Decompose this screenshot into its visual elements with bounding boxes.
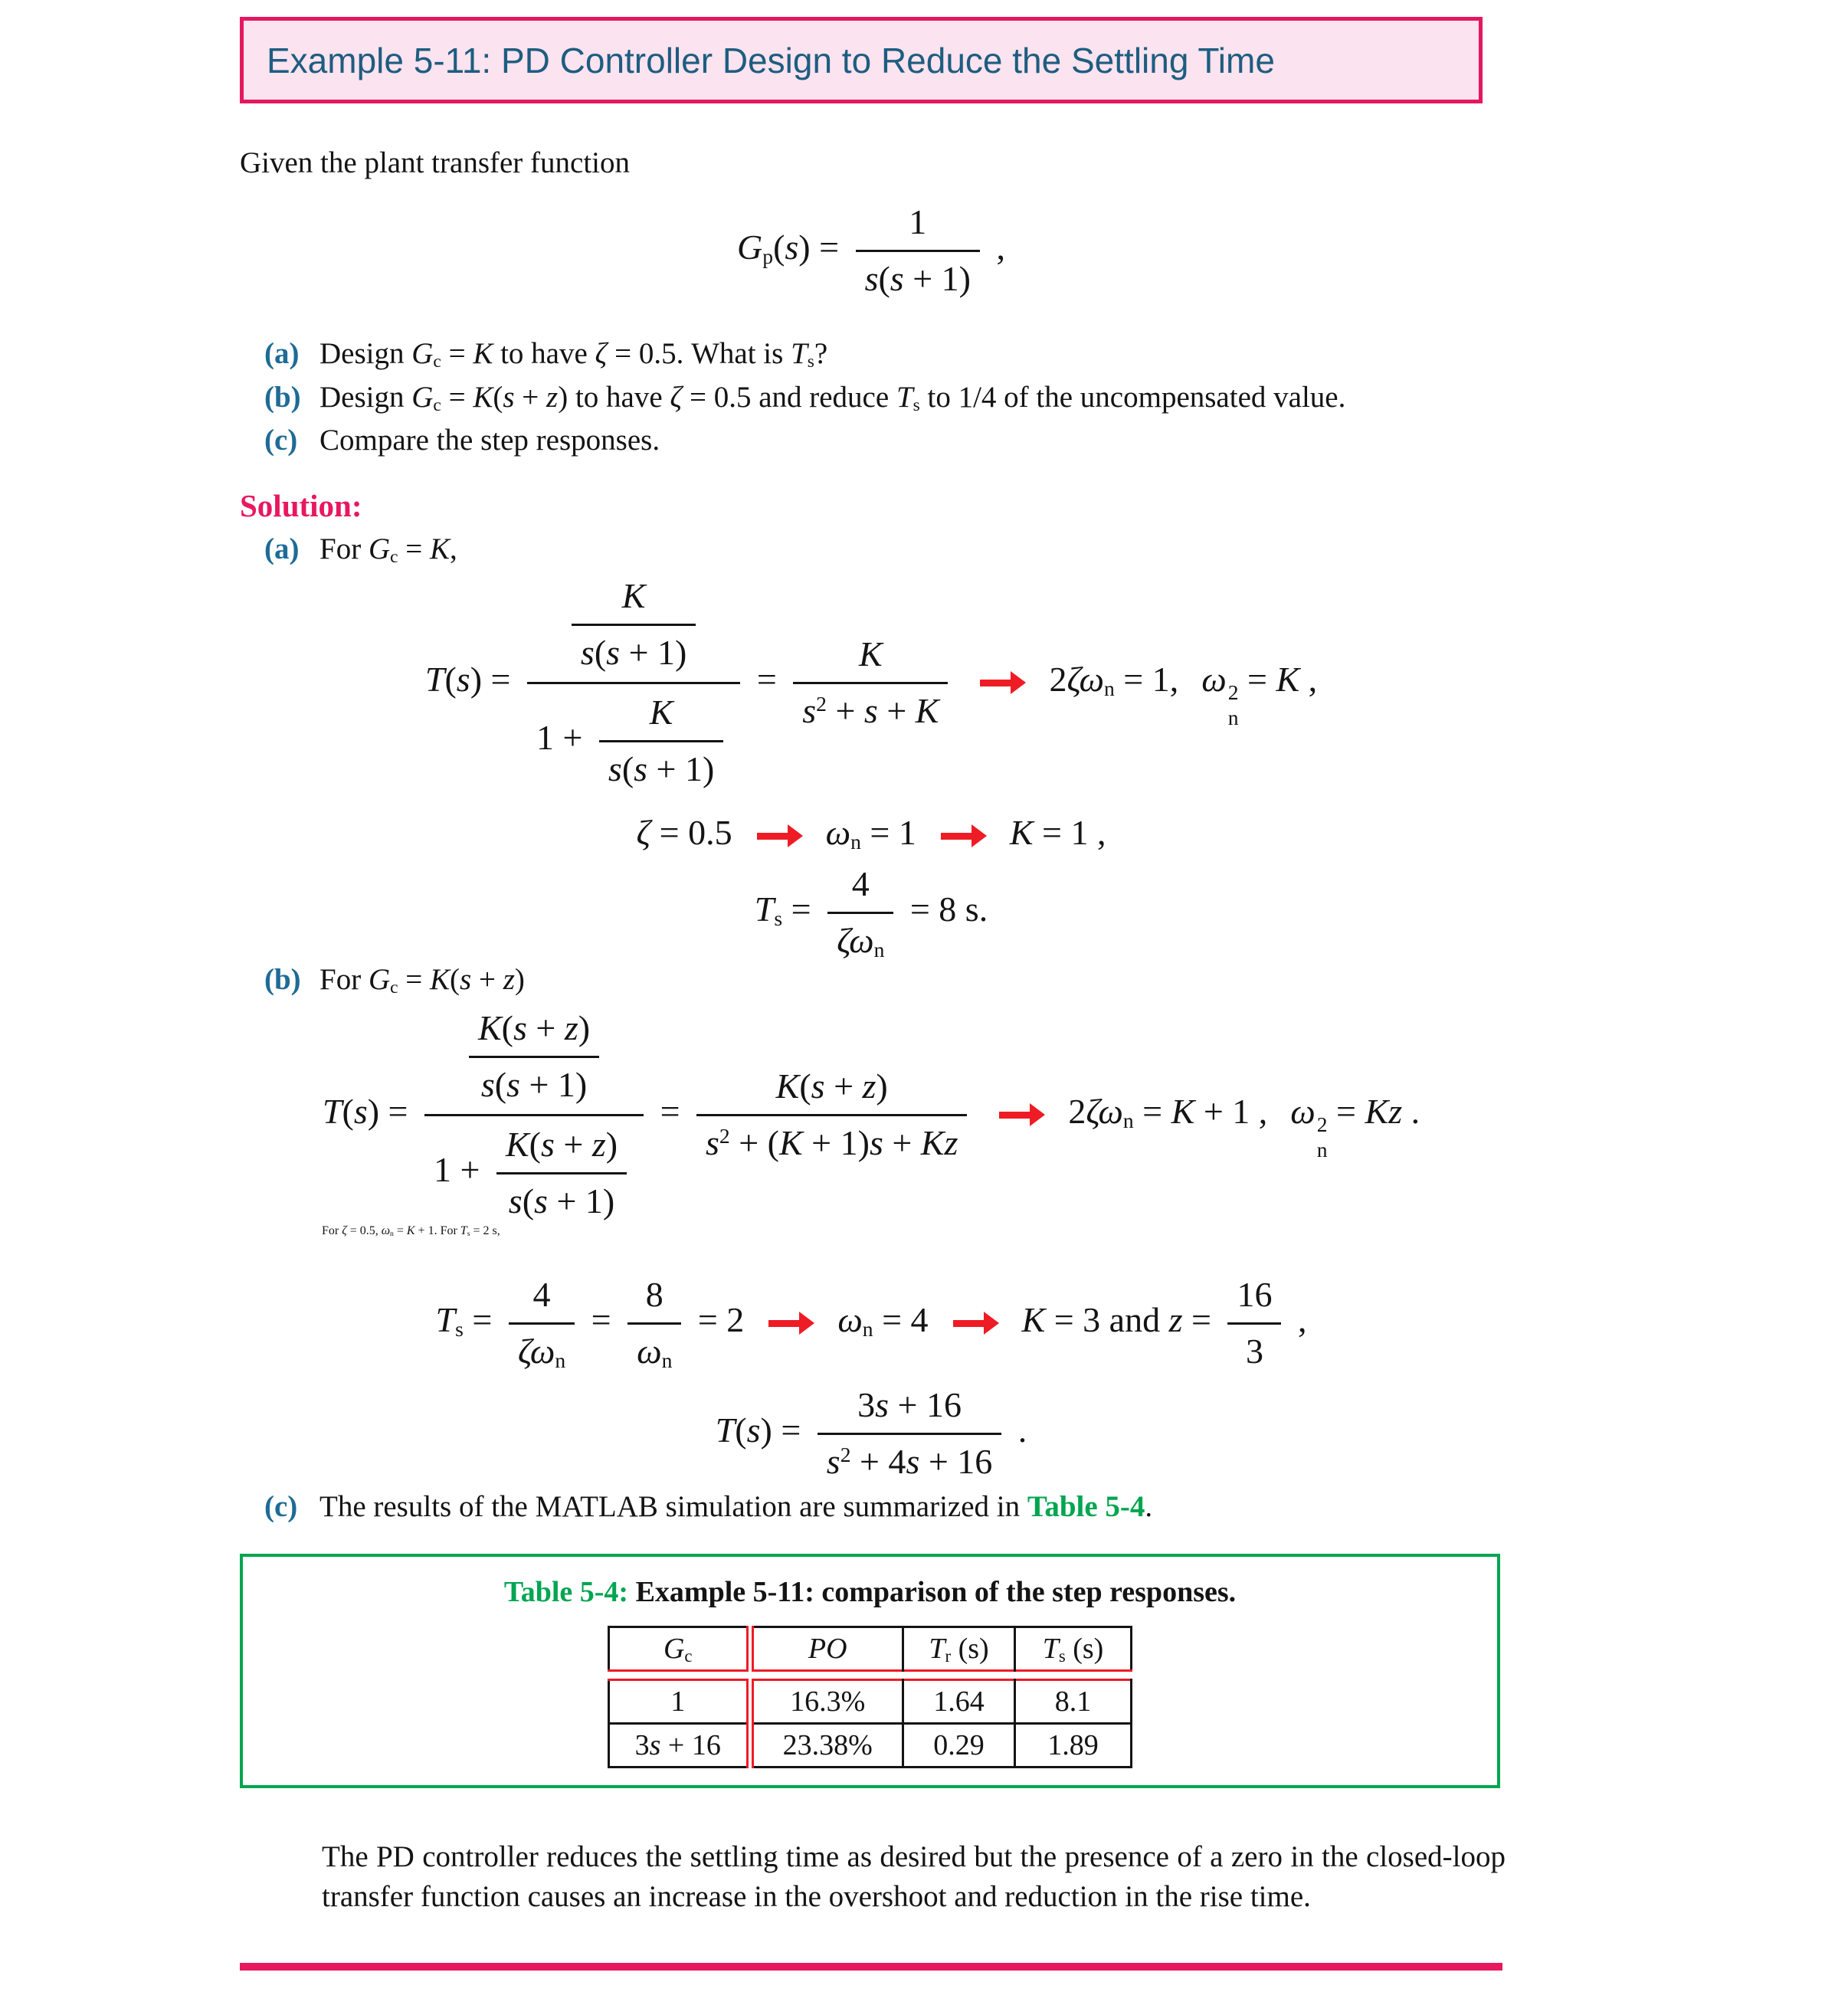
table-caption-label: Table 5-4: xyxy=(503,1576,629,1608)
equation-closed-loop-b: T(s) = $\frac{K(s + z)}{s(s + 1)}$ 1 + $\frac{K(s + z)}{s(s + 1)}$ = $\frac{K(s + z)}{s^2 + (K + 1)s + Kz}$ $2\zeta\omega_n = K + 1$ , ω 2 n = Kz . xyxy=(240,1005,1502,1225)
solution-label-c: (c) xyxy=(264,1490,298,1523)
column-header-gc: $G_c$ xyxy=(609,1627,750,1671)
table-header-row xyxy=(609,1627,1132,1671)
equation-settling-time-b: $T_s$ = $\frac{4}{\zeta\omega_n}$ = $\frac{8}{\omega_n}$ = 2 $\omega_n = 4$ K = 3 and z = $\frac{16}{3}$ , xyxy=(435,1275,1307,1372)
results-table-header xyxy=(608,1626,1132,1672)
implies-arrow-icon xyxy=(755,822,803,850)
table-caption-text: Example 5-11: comparison of the step responses. xyxy=(635,1576,1237,1608)
implies-arrow-icon xyxy=(952,1309,999,1337)
results-table xyxy=(243,1626,1497,1768)
question-item-a xyxy=(264,336,1483,372)
solution-text-c: The results of the MATLAB simulation are summarized in Table 5-4. xyxy=(319,1490,1153,1523)
item-text-c: Compare the step responses. xyxy=(319,424,660,457)
solution-text-b: For $G_c = K(s + z)$ xyxy=(319,963,525,998)
example-title-box xyxy=(240,17,1483,103)
question-item-c xyxy=(264,422,1483,459)
table-row xyxy=(609,1724,1132,1767)
item-label-a: (a) xyxy=(264,337,300,370)
solution-label-a: (a) xyxy=(264,532,300,565)
results-table-body xyxy=(608,1679,1132,1768)
table-cell: 23.38% xyxy=(750,1724,903,1767)
table-cell: 1.89 xyxy=(1015,1724,1132,1767)
table-cell: 1.64 xyxy=(903,1680,1015,1724)
solution-step-c xyxy=(264,1489,1152,1524)
column-header-po: PO xyxy=(808,1633,847,1665)
implies-arrow-icon xyxy=(978,669,1026,696)
table-row xyxy=(609,1680,1132,1724)
solution-label-b: (b) xyxy=(264,963,301,996)
solution-step-b xyxy=(264,962,525,997)
table-cell: 0.29 xyxy=(903,1724,1015,1767)
item-label-c: (c) xyxy=(264,424,298,457)
table-caption xyxy=(243,1575,1497,1609)
bottom-rule xyxy=(240,1963,1502,1971)
implies-arrow-icon xyxy=(767,1309,814,1337)
solution-text-a: For $G_c = K$, xyxy=(319,532,457,568)
item-text-b: Design $G_c = K(s + z)$ to have ζ = 0.5 and reduce $T_s$ to 1/4 of the uncompensated value. xyxy=(319,380,1346,415)
table-cell: 8.1 xyxy=(1015,1680,1132,1724)
equation-settling-time-a: $T_s$ = $\frac{4}{\zeta\omega_n}$ = 8 s. xyxy=(754,864,988,962)
table-cell: 16.3% xyxy=(790,1686,866,1718)
closing-paragraph: The PD controller reduces the settling time as desired but the presence of a zero in the closed-loop transfer function causes an increase in the overshoot and reduction in the rise time. xyxy=(322,1840,1506,1913)
solution-step-a xyxy=(264,532,457,566)
item-text-a: Design $G_c = K$ to have ζ = 0.5. What is $T_s$? xyxy=(319,337,828,372)
table-box xyxy=(240,1554,1500,1788)
text-design-conditions: For ζ = 0.5, $\omega_n = K + 1$. For $T_s = 2$ s, xyxy=(322,1224,500,1239)
solution-heading: Solution: xyxy=(240,488,362,523)
column-header-ts: $T_s$ (s) xyxy=(1015,1627,1132,1671)
column-header-tr: $T_r$ (s) xyxy=(903,1627,1015,1671)
implies-arrow-icon xyxy=(998,1101,1045,1129)
equation-closed-loop-a: T(s) = $\frac{K}{s(s + 1)}$ 1 + $\frac{K}{s(s + 1)}$ = $\frac{K}{s^2 + s + K}$ $2\zeta\omega_n = 1$, ω 2 n = K , xyxy=(240,573,1502,793)
equation-zeta-k: ζ = 0.5 $\omega_n = 1$ K = 1 , xyxy=(636,813,1106,854)
equation-plant-transfer-function: $G_p(s)$ = $\frac{1}{s(s + 1)}$ , xyxy=(737,202,1005,298)
table-cell: 1 xyxy=(609,1680,750,1724)
question-list xyxy=(264,336,1483,466)
item-label-b: (b) xyxy=(264,380,301,414)
table-cell: 3s + 16 xyxy=(609,1724,750,1767)
content-column xyxy=(240,0,1506,2005)
example-title: Example 5-11: PD Controller Design to Reduce the Settling Time xyxy=(267,40,1275,80)
intro-text: Given the plant transfer function xyxy=(240,146,630,179)
implies-arrow-icon xyxy=(939,822,987,850)
question-item-b xyxy=(264,379,1483,416)
equation-final-transfer-function: T(s) = $\frac{3s + 16}{s^2 + 4s + 16}$ . xyxy=(715,1385,1027,1481)
